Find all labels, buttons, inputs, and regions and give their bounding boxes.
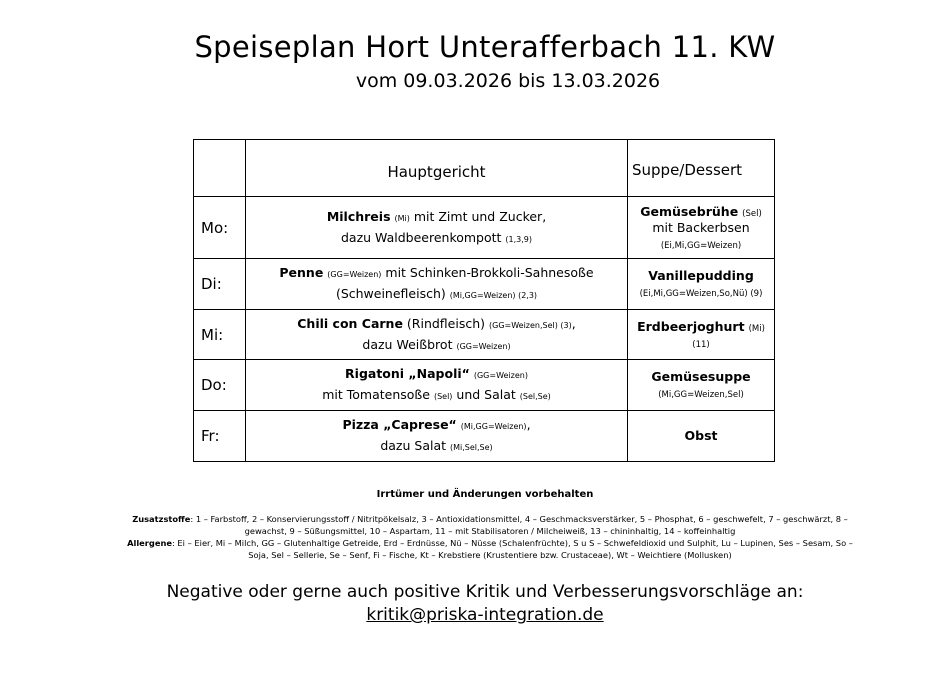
header-main-dish: Hauptgericht — [246, 140, 628, 197]
dish-text: , — [571, 315, 576, 331]
dish-name: Chili con Carne — [297, 315, 403, 331]
date-range: vom 09.03.2026 bis 13.03.2026 — [355, 70, 661, 92]
disclaimer-note: Irrtümer und Änderungen vorbehalten — [376, 489, 594, 500]
table-row — [194, 259, 775, 310]
main-dish-cell — [246, 310, 628, 360]
allergens-label: Allergene — [127, 538, 172, 548]
dish-name: Obst — [684, 428, 718, 443]
day-cell: Di: — [194, 259, 246, 310]
allergen-code: (GG=Weizen,Sel) (3) — [489, 320, 572, 330]
dish-text: , — [526, 417, 531, 432]
allergen-code: (Sel) — [433, 392, 453, 401]
allergen-code: (Mi,GG=Weizen,Sel) — [658, 390, 744, 400]
allergen-code: (Ei,Mi,GG=Weizen) — [660, 240, 742, 251]
dish-text: (Schweinefleisch) — [335, 286, 450, 301]
allergens-legend — [120, 537, 860, 561]
header-empty-cell — [194, 140, 246, 197]
dish-text: dazu Salat — [380, 438, 450, 453]
allergens-text: : Ei – Eier, Mi – Milch, GG – Glutenhaltige Getreide, Erd – Erdnüsse, Nü – Nüsse (Schalenfrüchte), S u S – Schwefeldioxid und Sulphit, Lu – Lupinen, Ses – Sesam, So – Soja, Sel – Sellerie, Se – Senf, Fi – Fische, Kt – Krebstiere (Krustentiere bzw. Crustaceae), Wt – Weichtiere (Mollusken) — [172, 538, 853, 560]
table-row — [194, 310, 775, 360]
soup-dessert-cell — [628, 360, 775, 411]
menu-table — [193, 139, 775, 462]
allergen-code: (Mi,GG=Weizen) — [460, 422, 527, 431]
table-header-row — [194, 140, 775, 197]
allergen-code: (Mi,GG=Weizen) (2,3) — [449, 291, 538, 300]
legend — [120, 513, 860, 561]
allergen-code: (11) — [692, 339, 710, 350]
additives-text: : 1 – Farbstoff, 2 – Konservierungsstoff / Nitritpökelsalz, 3 – Antioxidationsmittel, 4 – Geschmacksverstärker, 5 – Phosphat, 6 – geschwefelt, 7 – geschwärzt, 8 – gewachst, 9 – Süßungsmittel, 10 – Aspartam, 11 – mit Stabilisatoren / Milcheiweiß, 13 – chininhaltig, 14 – koffeinhaltig — [190, 514, 848, 536]
day-cell: Do: — [194, 360, 246, 411]
dish-text: mit Tomatensoße — [322, 387, 434, 402]
additives-legend — [120, 513, 860, 537]
allergen-code: (Sel) — [742, 208, 762, 219]
dish-text: (Rindfleisch) — [402, 315, 489, 331]
dish-name: Rigatoni „Napoli“ — [345, 366, 470, 381]
dish-name: Penne — [279, 265, 324, 280]
main-dish-cell — [246, 411, 628, 462]
dish-name: Pizza „Caprese“ — [342, 417, 457, 432]
day-cell: Mi: — [194, 310, 246, 360]
dish-name: Erdbeerjoghurt — [637, 318, 745, 334]
feedback-text: Negative oder gerne auch positive Kritik und Verbesserungsvorschläge an: — [166, 582, 804, 602]
allergen-code: (Ei,Mi,GG=Weizen,So,Nü) (9) — [639, 289, 763, 299]
day-cell: Mo: — [194, 197, 246, 259]
dish-text: mit Schinken-Brokkoli-Sahnesoße — [381, 265, 594, 280]
header-soup-dessert: Suppe/Dessert — [628, 140, 775, 197]
day-cell: Fr: — [194, 411, 246, 462]
soup-dessert-cell — [628, 411, 775, 462]
feedback-section — [0, 581, 942, 627]
additives-label: Zusatzstoffe — [132, 514, 191, 524]
soup-dessert-cell — [628, 259, 775, 310]
dish-text: dazu Weißbrot — [362, 336, 457, 352]
allergen-code: (Mi,Sel,Se) — [449, 443, 493, 452]
main-dish-cell — [246, 197, 628, 259]
table-row — [194, 197, 775, 259]
dish-name: Vanillepudding — [648, 268, 754, 283]
allergen-code: (GG=Weizen) — [473, 371, 528, 380]
main-dish-cell — [246, 259, 628, 310]
dish-text: mit Zimt und Zucker, — [409, 208, 547, 224]
dish-text: und Salat — [452, 387, 520, 402]
allergen-code: (Sel,Se) — [519, 392, 551, 401]
feedback-email-link[interactable]: kritik@priska-integration.de — [366, 605, 604, 625]
page-title: Speiseplan Hort Unterafferbach 11. KW — [194, 30, 776, 64]
dish-text: mit Backerbsen — [652, 219, 750, 235]
soup-dessert-cell — [628, 310, 775, 360]
allergen-code: (1,3,9) — [505, 234, 533, 244]
allergen-code: (Mi) — [748, 323, 765, 334]
table-row — [194, 360, 775, 411]
dish-name: Gemüsebrühe — [640, 203, 739, 219]
soup-dessert-cell — [628, 197, 775, 259]
allergen-code: (GG=Weizen) — [456, 341, 511, 351]
dish-name: Gemüsesuppe — [651, 369, 751, 384]
allergen-code: (GG=Weizen) — [327, 270, 382, 279]
dish-text: dazu Waldbeerenkompott — [340, 229, 506, 245]
table-row — [194, 411, 775, 462]
dish-name: Milchreis — [326, 208, 391, 224]
main-dish-cell — [246, 360, 628, 411]
allergen-code: (Mi) — [394, 213, 410, 223]
